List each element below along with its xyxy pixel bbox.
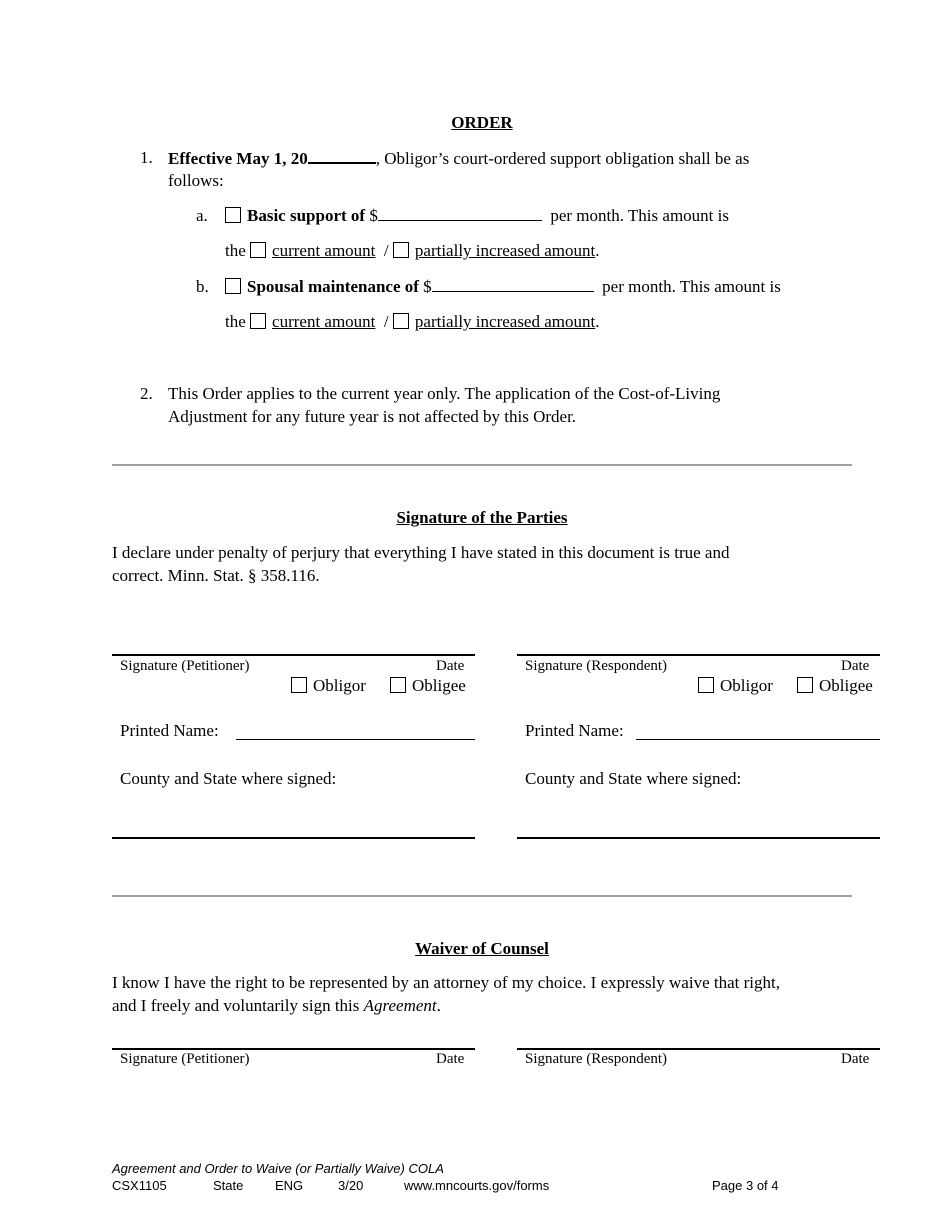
basic-partial-amount-label: partially increased amount (414, 241, 596, 260)
petitioner-printed-name-label: Printed Name: (120, 721, 219, 740)
the-word: the (225, 241, 246, 260)
waiver-petitioner-signature-label: Signature (Petitioner) (120, 1051, 250, 1067)
waiver-heading: Waiver of Counsel (415, 939, 549, 958)
obligee-label: Obligee (412, 676, 466, 695)
footer-form-code: CSX1105 (112, 1178, 167, 1193)
footer-url: www.mncourts.gov/forms (404, 1178, 550, 1193)
waiver-line2-text: and I freely and voluntarily sign this (112, 996, 364, 1015)
basic-current-amount-checkbox[interactable] (250, 242, 266, 258)
petitioner-printed-name-field[interactable] (236, 739, 475, 740)
the-word: the (225, 312, 246, 331)
slash: / (383, 312, 389, 331)
waiver-petitioner-date-label: Date (436, 1051, 465, 1067)
obligee-label: Obligee (819, 676, 873, 695)
spousal-current-amount-label: current amount (272, 312, 376, 331)
respondent-signature-line[interactable] (517, 654, 880, 656)
section-divider (112, 895, 852, 897)
respondent-county-label: County and State where signed: (525, 769, 742, 788)
petitioner-obligee-checkbox[interactable] (390, 677, 406, 693)
petitioner-county-label: County and State where signed: (120, 769, 337, 788)
agreement-emphasis: Agreement (363, 996, 437, 1015)
spousal-maintenance-label: Spousal maintenance of (247, 277, 419, 296)
footer-date: 3/20 (338, 1178, 364, 1193)
respondent-obligee-checkbox[interactable] (797, 677, 813, 693)
dollar-sign: $ (369, 206, 378, 225)
item-b-line1 (225, 277, 781, 297)
basic-support-amount-blank[interactable] (378, 206, 542, 221)
waiver-line2 (112, 996, 441, 1016)
item-2-number: 2. (140, 384, 153, 403)
spousal-partial-amount-checkbox[interactable] (393, 313, 409, 329)
respondent-obligor-option (698, 676, 773, 696)
item-a-line1 (225, 206, 729, 226)
item-a-letter: a. (196, 206, 208, 225)
basic-support-label: Basic support of (247, 206, 366, 225)
declaration-line1: I declare under penalty of perjury that everything I have stated in this document is true and (112, 543, 730, 562)
respondent-printed-name-field[interactable] (636, 739, 880, 740)
basic-partial-amount-checkbox[interactable] (393, 242, 409, 258)
period: . (595, 312, 600, 331)
footer-title: Agreement and Order to Waive (or Partially Waive) COLA (112, 1161, 444, 1176)
item-1-line1 (168, 148, 749, 169)
effective-label: Effective May 1, 20 (168, 149, 308, 168)
spousal-amount-blank[interactable] (432, 277, 594, 292)
petitioner-county-field[interactable] (112, 837, 475, 839)
petitioner-obligor-option (291, 676, 366, 696)
waiver-line1: I know I have the right to be represented by an attorney of my choice. I expressly waive that right, (112, 973, 780, 992)
item-2-line2: Adjustment for any future year is not affected by this Order. (168, 407, 577, 426)
basic-support-after: per month. This amount is (550, 206, 729, 225)
item-2-line1: This Order applies to the current year only. The application of the Cost-of-Living (168, 384, 721, 403)
petitioner-obligor-checkbox[interactable] (291, 677, 307, 693)
petitioner-obligee-option (390, 676, 466, 696)
item-a-line2 (225, 241, 599, 261)
respondent-date-label: Date (841, 658, 870, 674)
footer-lang: ENG (275, 1178, 304, 1193)
section-divider (112, 464, 852, 466)
respondent-printed-name-label: Printed Name: (525, 721, 624, 740)
spousal-after: per month. This amount is (602, 277, 781, 296)
item-1-line2: follows: (168, 171, 224, 190)
waiver-respondent-date-label: Date (841, 1051, 870, 1067)
respondent-obligee-option (797, 676, 873, 696)
period: . (436, 996, 441, 1015)
dollar-sign: $ (423, 277, 432, 296)
year-blank[interactable] (308, 148, 376, 164)
spousal-partial-amount-label: partially increased amount (414, 312, 596, 331)
item-1-number: 1. (140, 148, 153, 167)
petitioner-signature-label: Signature (Petitioner) (120, 658, 250, 674)
footer-page: Page 3 of 4 (712, 1178, 779, 1193)
respondent-county-field[interactable] (517, 837, 880, 839)
petitioner-date-label: Date (436, 658, 465, 674)
basic-support-checkbox[interactable] (225, 207, 241, 223)
slash: / (383, 241, 389, 260)
order-heading: ORDER (451, 113, 513, 132)
item-b-line2 (225, 312, 599, 332)
petitioner-signature-line[interactable] (112, 654, 475, 656)
obligor-label: Obligor (720, 676, 773, 695)
respondent-obligor-checkbox[interactable] (698, 677, 714, 693)
respondent-signature-label: Signature (Respondent) (525, 658, 668, 674)
declaration-line2: correct. Minn. Stat. § 358.116. (112, 566, 320, 585)
spousal-current-amount-checkbox[interactable] (250, 313, 266, 329)
item-b-letter: b. (196, 277, 209, 296)
obligor-label: Obligor (313, 676, 366, 695)
basic-current-amount-label: current amount (272, 241, 376, 260)
waiver-respondent-signature-label: Signature (Respondent) (525, 1051, 668, 1067)
period: . (595, 241, 600, 260)
spousal-maintenance-checkbox[interactable] (225, 278, 241, 294)
item-1-text: , Obligor’s court-ordered support obligation shall be as (375, 149, 750, 168)
footer-type: State (213, 1178, 244, 1193)
signature-parties-heading: Signature of the Parties (396, 508, 568, 527)
